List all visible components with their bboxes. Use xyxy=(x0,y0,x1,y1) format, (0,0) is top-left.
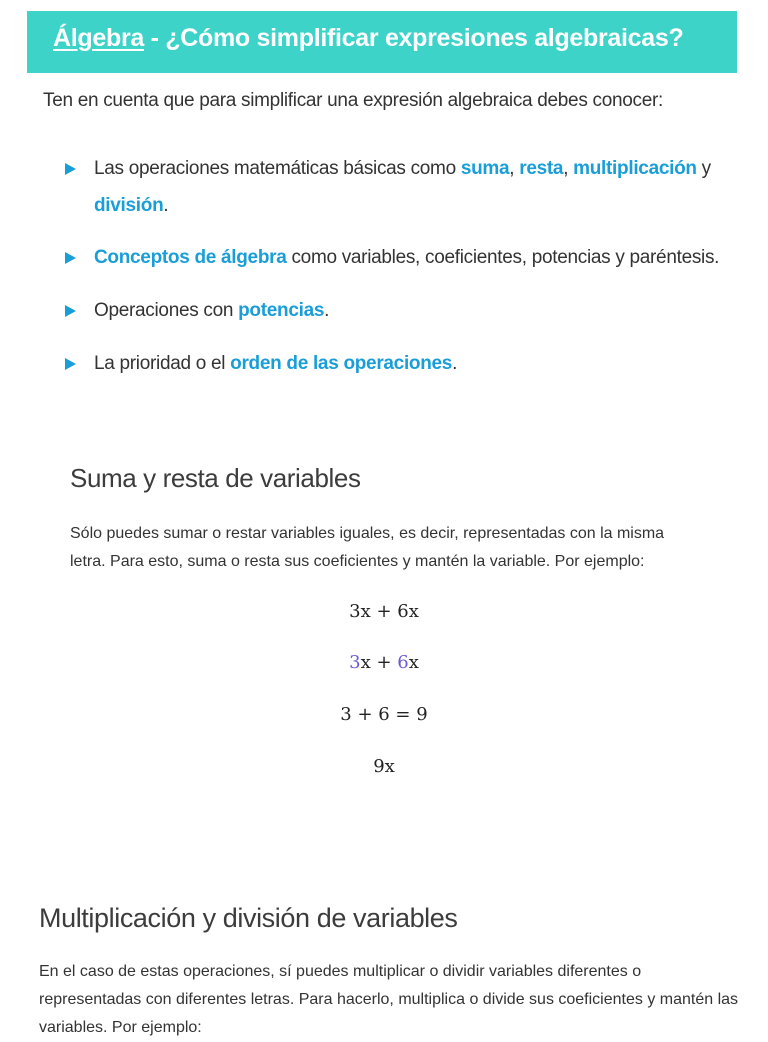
text-segment: . xyxy=(163,195,169,216)
multiplicacion-link[interactable]: multiplicación xyxy=(573,158,697,179)
text-segment: . xyxy=(324,300,330,321)
math-line: 3x + 6x xyxy=(349,601,419,622)
intro-text: Ten en cuenta que para simplificar una expresión algebraica debes conocer: xyxy=(43,90,663,111)
math-coefficient: 3 xyxy=(349,652,361,673)
list-item-text xyxy=(65,345,725,382)
text-segment: como variables, coeficientes, potencias y paréntesis. xyxy=(286,247,720,268)
text-segment: Las operaciones matemáticas básicas como xyxy=(94,158,461,179)
section-heading-multiplicacion-division: Multiplicación y división de variables xyxy=(39,903,458,933)
math-text: x xyxy=(408,652,419,673)
conceptos-algebra-link[interactable]: Conceptos de álgebra xyxy=(94,247,287,268)
section-paragraph: Sólo puedes sumar o restar variables iguales, es decir, representadas con la misma letra. Para esto, suma o resta sus coeficientes y mantén la variable. Por ejemplo: xyxy=(70,525,665,570)
text-segment: La prioridad o el xyxy=(94,353,231,374)
suma-link[interactable]: suma xyxy=(460,158,510,179)
list-item-text xyxy=(65,292,725,329)
resta-link[interactable]: resta xyxy=(519,158,564,179)
page-title xyxy=(53,24,683,53)
text-segment: , xyxy=(563,158,574,179)
section-heading-suma-resta: Suma y resta de variables xyxy=(70,463,361,493)
list-item xyxy=(65,345,725,382)
list-item xyxy=(65,150,725,224)
text-segment: Operaciones con xyxy=(94,300,239,321)
text-segment: y xyxy=(696,158,711,179)
triangle-bullet-icon xyxy=(65,252,76,264)
division-link[interactable]: división xyxy=(94,195,164,216)
triangle-bullet-icon xyxy=(65,163,76,175)
list-item xyxy=(65,292,725,329)
math-line: 3 + 6 = 9 xyxy=(340,704,428,725)
page-title-text: - ¿Cómo simplificar expresiones algebraicas? xyxy=(143,24,684,52)
math-coefficient: 6 xyxy=(397,652,409,673)
list-item xyxy=(65,239,725,276)
title-banner xyxy=(27,11,737,73)
triangle-bullet-icon xyxy=(65,305,76,317)
potencias-link[interactable]: potencias xyxy=(238,300,325,321)
text-segment: , xyxy=(509,158,520,179)
list-item-text xyxy=(65,239,725,276)
math-line xyxy=(0,652,768,673)
section-paragraph: En el caso de estas operaciones, sí puedes multiplicar o dividir variables diferentes o representadas con diferentes letras. Para hacerlo, multiplica o divide sus coeficientes y mantén las variables. Por ejemplo: xyxy=(39,963,739,1036)
math-line: 9x xyxy=(373,756,395,777)
algebra-link[interactable]: Álgebra xyxy=(53,24,144,52)
text-segment: . xyxy=(452,353,458,374)
orden-operaciones-link[interactable]: orden de las operaciones xyxy=(230,353,453,374)
triangle-bullet-icon xyxy=(65,358,76,370)
list-item-text xyxy=(65,150,725,224)
math-text: x + xyxy=(360,652,398,673)
